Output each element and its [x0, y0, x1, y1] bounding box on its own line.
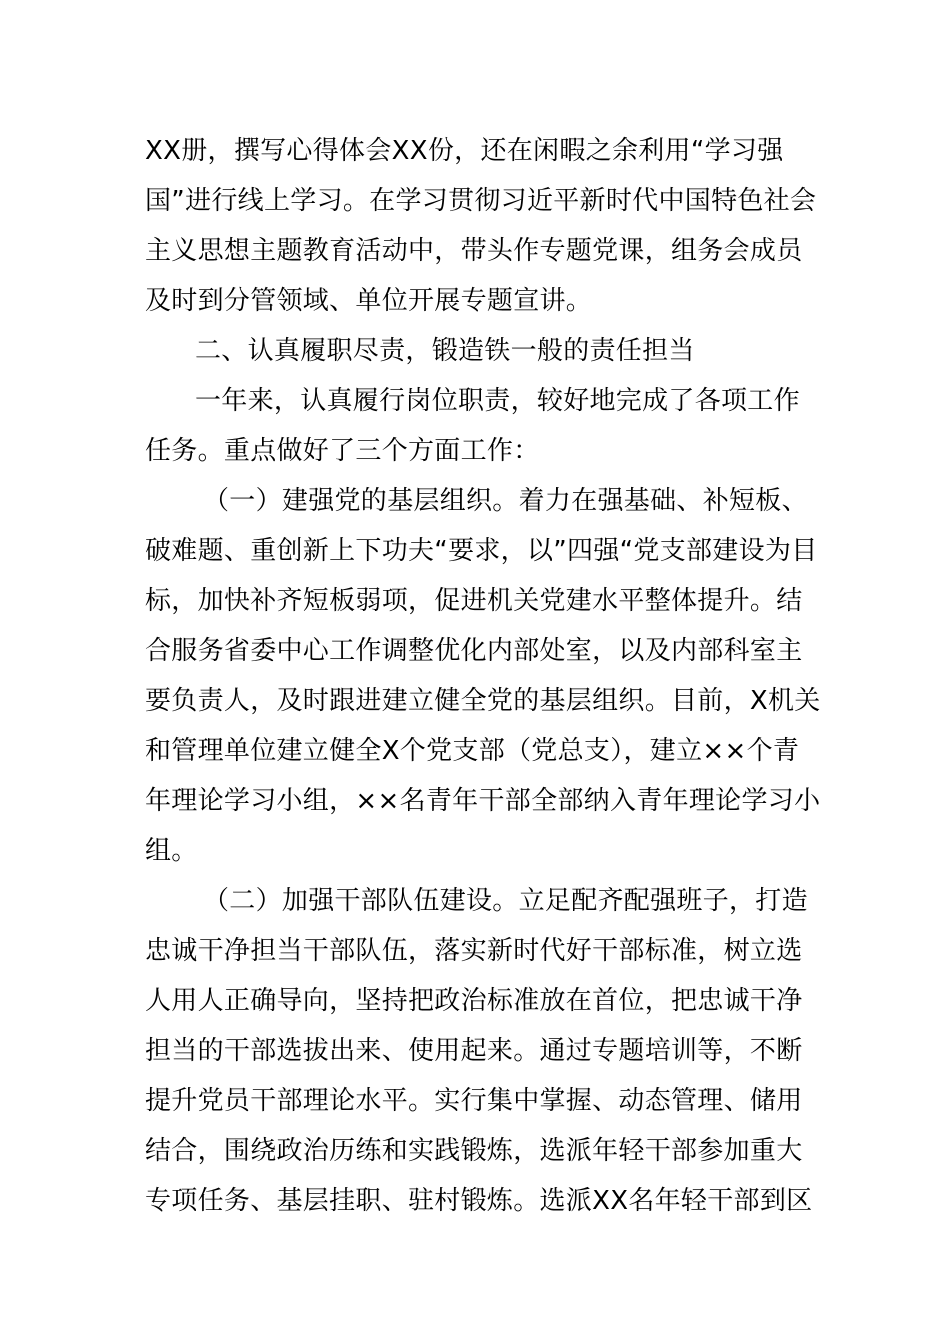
paragraph-line-7: 任务。重点做好了三个方面工作： [145, 436, 540, 466]
paragraph-line-21: 结合，围绕政治历练和实践锻炼，选派年轻干部参加重大 [145, 1136, 803, 1166]
paragraph-line-14: 年理论学习小组，××名青年干部全部纳入青年理论学习小 [145, 786, 821, 816]
section-heading: 二、认真履职尽责，锻造铁一般的责任担当 [195, 336, 695, 366]
paragraph-line-2: 国”进行线上学习。在学习贯彻习近平新时代中国特色社会 [145, 186, 817, 216]
paragraph-line-10: 标，加快补齐短板弱项，促进机关党建水平整体提升。结 [145, 586, 803, 616]
paragraph-line-6: 一年来，认真履行岗位职责，较好地完成了各项工作 [195, 386, 800, 416]
paragraph-line-12: 要负责人，及时跟进建立健全党的基层组织。目前，X机关 [145, 686, 821, 716]
paragraph-line-13: 和管理单位建立健全X个党支部（党总支），建立××个青 [145, 736, 800, 766]
paragraph-line-20: 提升党员干部理论水平。实行集中掌握、动态管理、储用 [145, 1086, 803, 1116]
paragraph-line-17: 忠诚干净担当干部队伍，落实新时代好干部标准，树立选 [145, 936, 803, 966]
paragraph-line-1: XX册，撰写心得体会XX份，还在闲暇之余利用“学习强 [145, 136, 784, 166]
subsection-line-2: （二）加强干部队伍建设。立足配齐配强班子，打造 [203, 886, 808, 916]
paragraph-line-19: 担当的干部选拔出来、使用起来。通过专题培训等，不断 [145, 1036, 803, 1066]
paragraph-line-22: 专项任务、基层挂职、驻村锻炼。选派XX名年轻干部到区 [145, 1186, 813, 1216]
paragraph-line-4: 及时到分管领域、单位开展专题宣讲。 [145, 286, 593, 316]
paragraph-line-18: 人用人正确导向，坚持把政治标准放在首位，把忠诚干净 [145, 986, 803, 1016]
paragraph-line-11: 合服务省委中心工作调整优化内部处室，以及内部科室主 [145, 636, 803, 666]
paragraph-line-3: 主义思想主题教育活动中，带头作专题党课，组务会成员 [145, 236, 803, 266]
paragraph-line-15: 组。 [145, 836, 198, 866]
paragraph-line-9: 破难题、重创新上下功夫“要求，以”四强“党支部建设为目 [145, 536, 818, 566]
subsection-line-1: （一）建强党的基层组织。着力在强基础、补短板、 [203, 486, 808, 516]
